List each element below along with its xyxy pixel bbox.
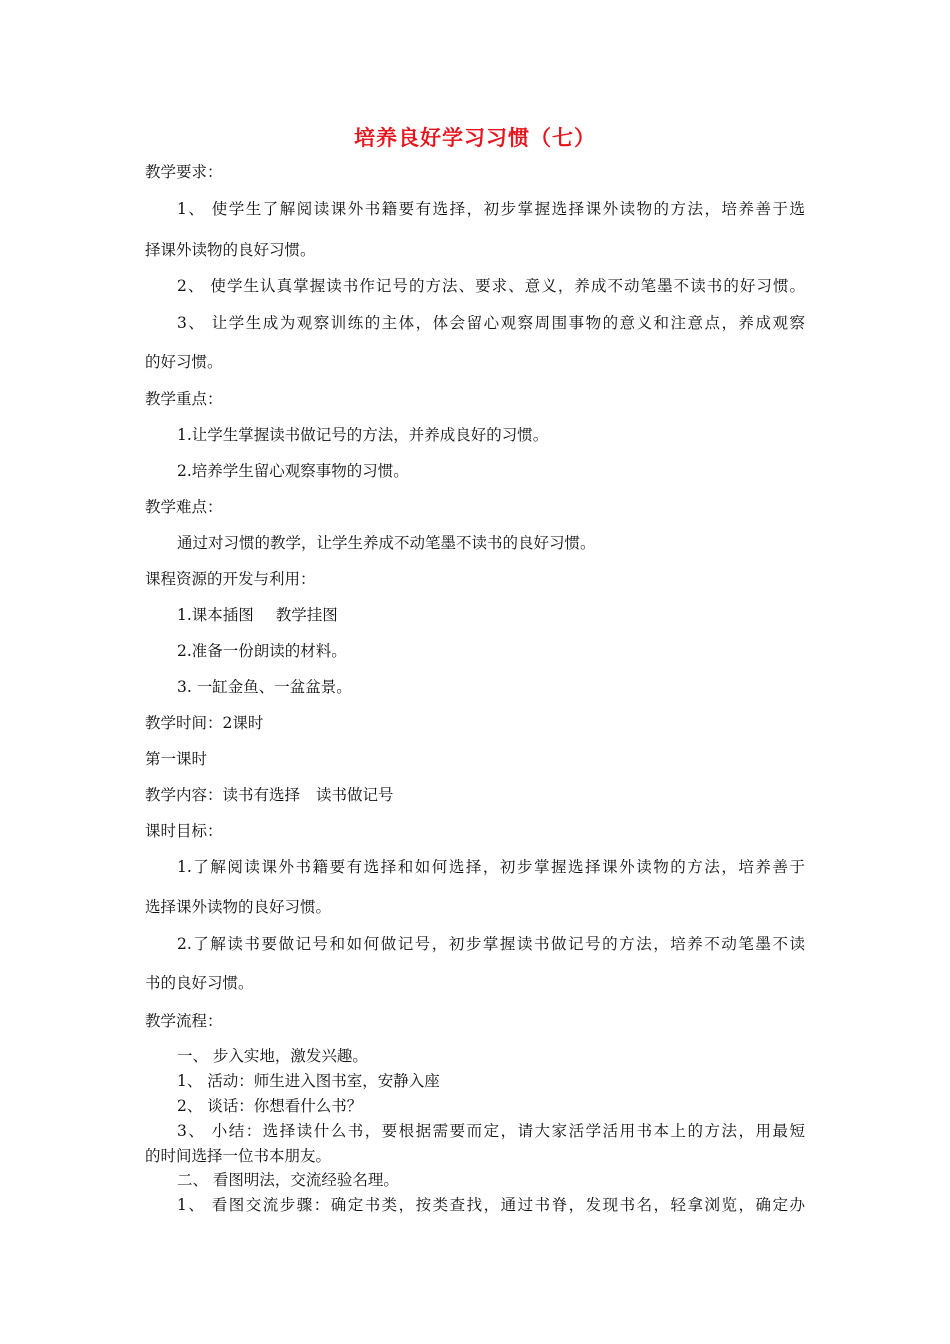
- goal-1-line2: 选择课外读物的良好习惯。: [145, 898, 332, 916]
- flow-step-1-2: 2、 谈话：你想看什么书？: [177, 1097, 363, 1115]
- teaching-content-part-b: 读书做记号: [316, 786, 394, 804]
- flow-step-1: 一、 步入实地，激发兴趣。: [177, 1047, 368, 1065]
- heading-key-points: 教学重点：: [145, 390, 223, 408]
- heading-difficulties: 教学难点：: [145, 498, 223, 516]
- teaching-content: [145, 785, 394, 805]
- resource-1: [177, 605, 338, 625]
- teaching-content-part-a: 教学内容：读书有选择: [145, 786, 301, 804]
- lesson-one-label: 第一课时: [145, 750, 208, 768]
- heading-teaching-flow: 教学流程：: [145, 1012, 223, 1030]
- requirement-1-line2: 择课外读物的良好习惯。: [145, 241, 316, 259]
- heading-lesson-goals: 课时目标：: [145, 822, 223, 840]
- resource-1-part-b: 教学挂图: [275, 606, 338, 624]
- document-title: 培养良好学习习惯（七）: [354, 125, 596, 150]
- resource-3: 3. 一缸金鱼、一盆盆景。: [177, 678, 352, 696]
- requirement-3-line2: 的好习惯。: [145, 353, 223, 371]
- requirement-1-line1: 1、 使学生了解阅读课外书籍要有选择，初步掌握选择课外读物的方法，培养善于选: [177, 200, 805, 218]
- goal-1-line1: 1.了解阅读课外书籍要有选择和如何选择，初步掌握选择课外读物的方法，培养善于: [177, 858, 805, 876]
- goal-2-line2: 书的良好习惯。: [145, 974, 254, 992]
- requirement-3-line1: 3、 让学生成为观察训练的主体，体会留心观察周围事物的意义和注意点，养成观察: [177, 314, 805, 332]
- flow-step-1-3-line2: 的时间选择一位书本朋友。: [145, 1147, 332, 1165]
- teaching-time: 教学时间：2课时: [145, 714, 264, 732]
- flow-step-2-1: 1、 看图交流步骤：确定书类，按类查找，通过书脊，发现书名，轻拿浏览，确定办: [177, 1196, 805, 1214]
- flow-step-2: 二、 看图明法，交流经验名理。: [177, 1171, 399, 1189]
- difficulty-1: 通过对习惯的教学，让学生养成不动笔墨不读书的良好习惯。: [177, 534, 596, 552]
- flow-step-1-3-line1: 3、 小结：选择读什么书，要根据需要而定，请大家活学活用书本上的方法，用最短: [177, 1122, 805, 1140]
- key-point-1: 1.让学生掌握读书做记号的方法，并养成良好的习惯。: [177, 426, 549, 444]
- resource-2: 2.准备一份朗读的材料。: [177, 642, 347, 660]
- flow-step-1-1: 1、 活动：师生进入图书室，安静入座: [177, 1072, 440, 1090]
- goal-2-line1: 2.了解读书要做记号和如何做记号，初步掌握读书做记号的方法，培养不动笔墨不读: [177, 935, 805, 953]
- heading-requirements: 教学要求：: [145, 163, 223, 181]
- resource-1-part-a: 1.课本插图: [177, 606, 254, 624]
- requirement-2: 2、 使学生认真掌握读书作记号的方法、要求、意义，养成不动笔墨不读书的好习惯。: [177, 277, 805, 295]
- key-point-2: 2.培养学生留心观察事物的习惯。: [177, 462, 409, 480]
- heading-resources: 课程资源的开发与利用：: [145, 570, 316, 588]
